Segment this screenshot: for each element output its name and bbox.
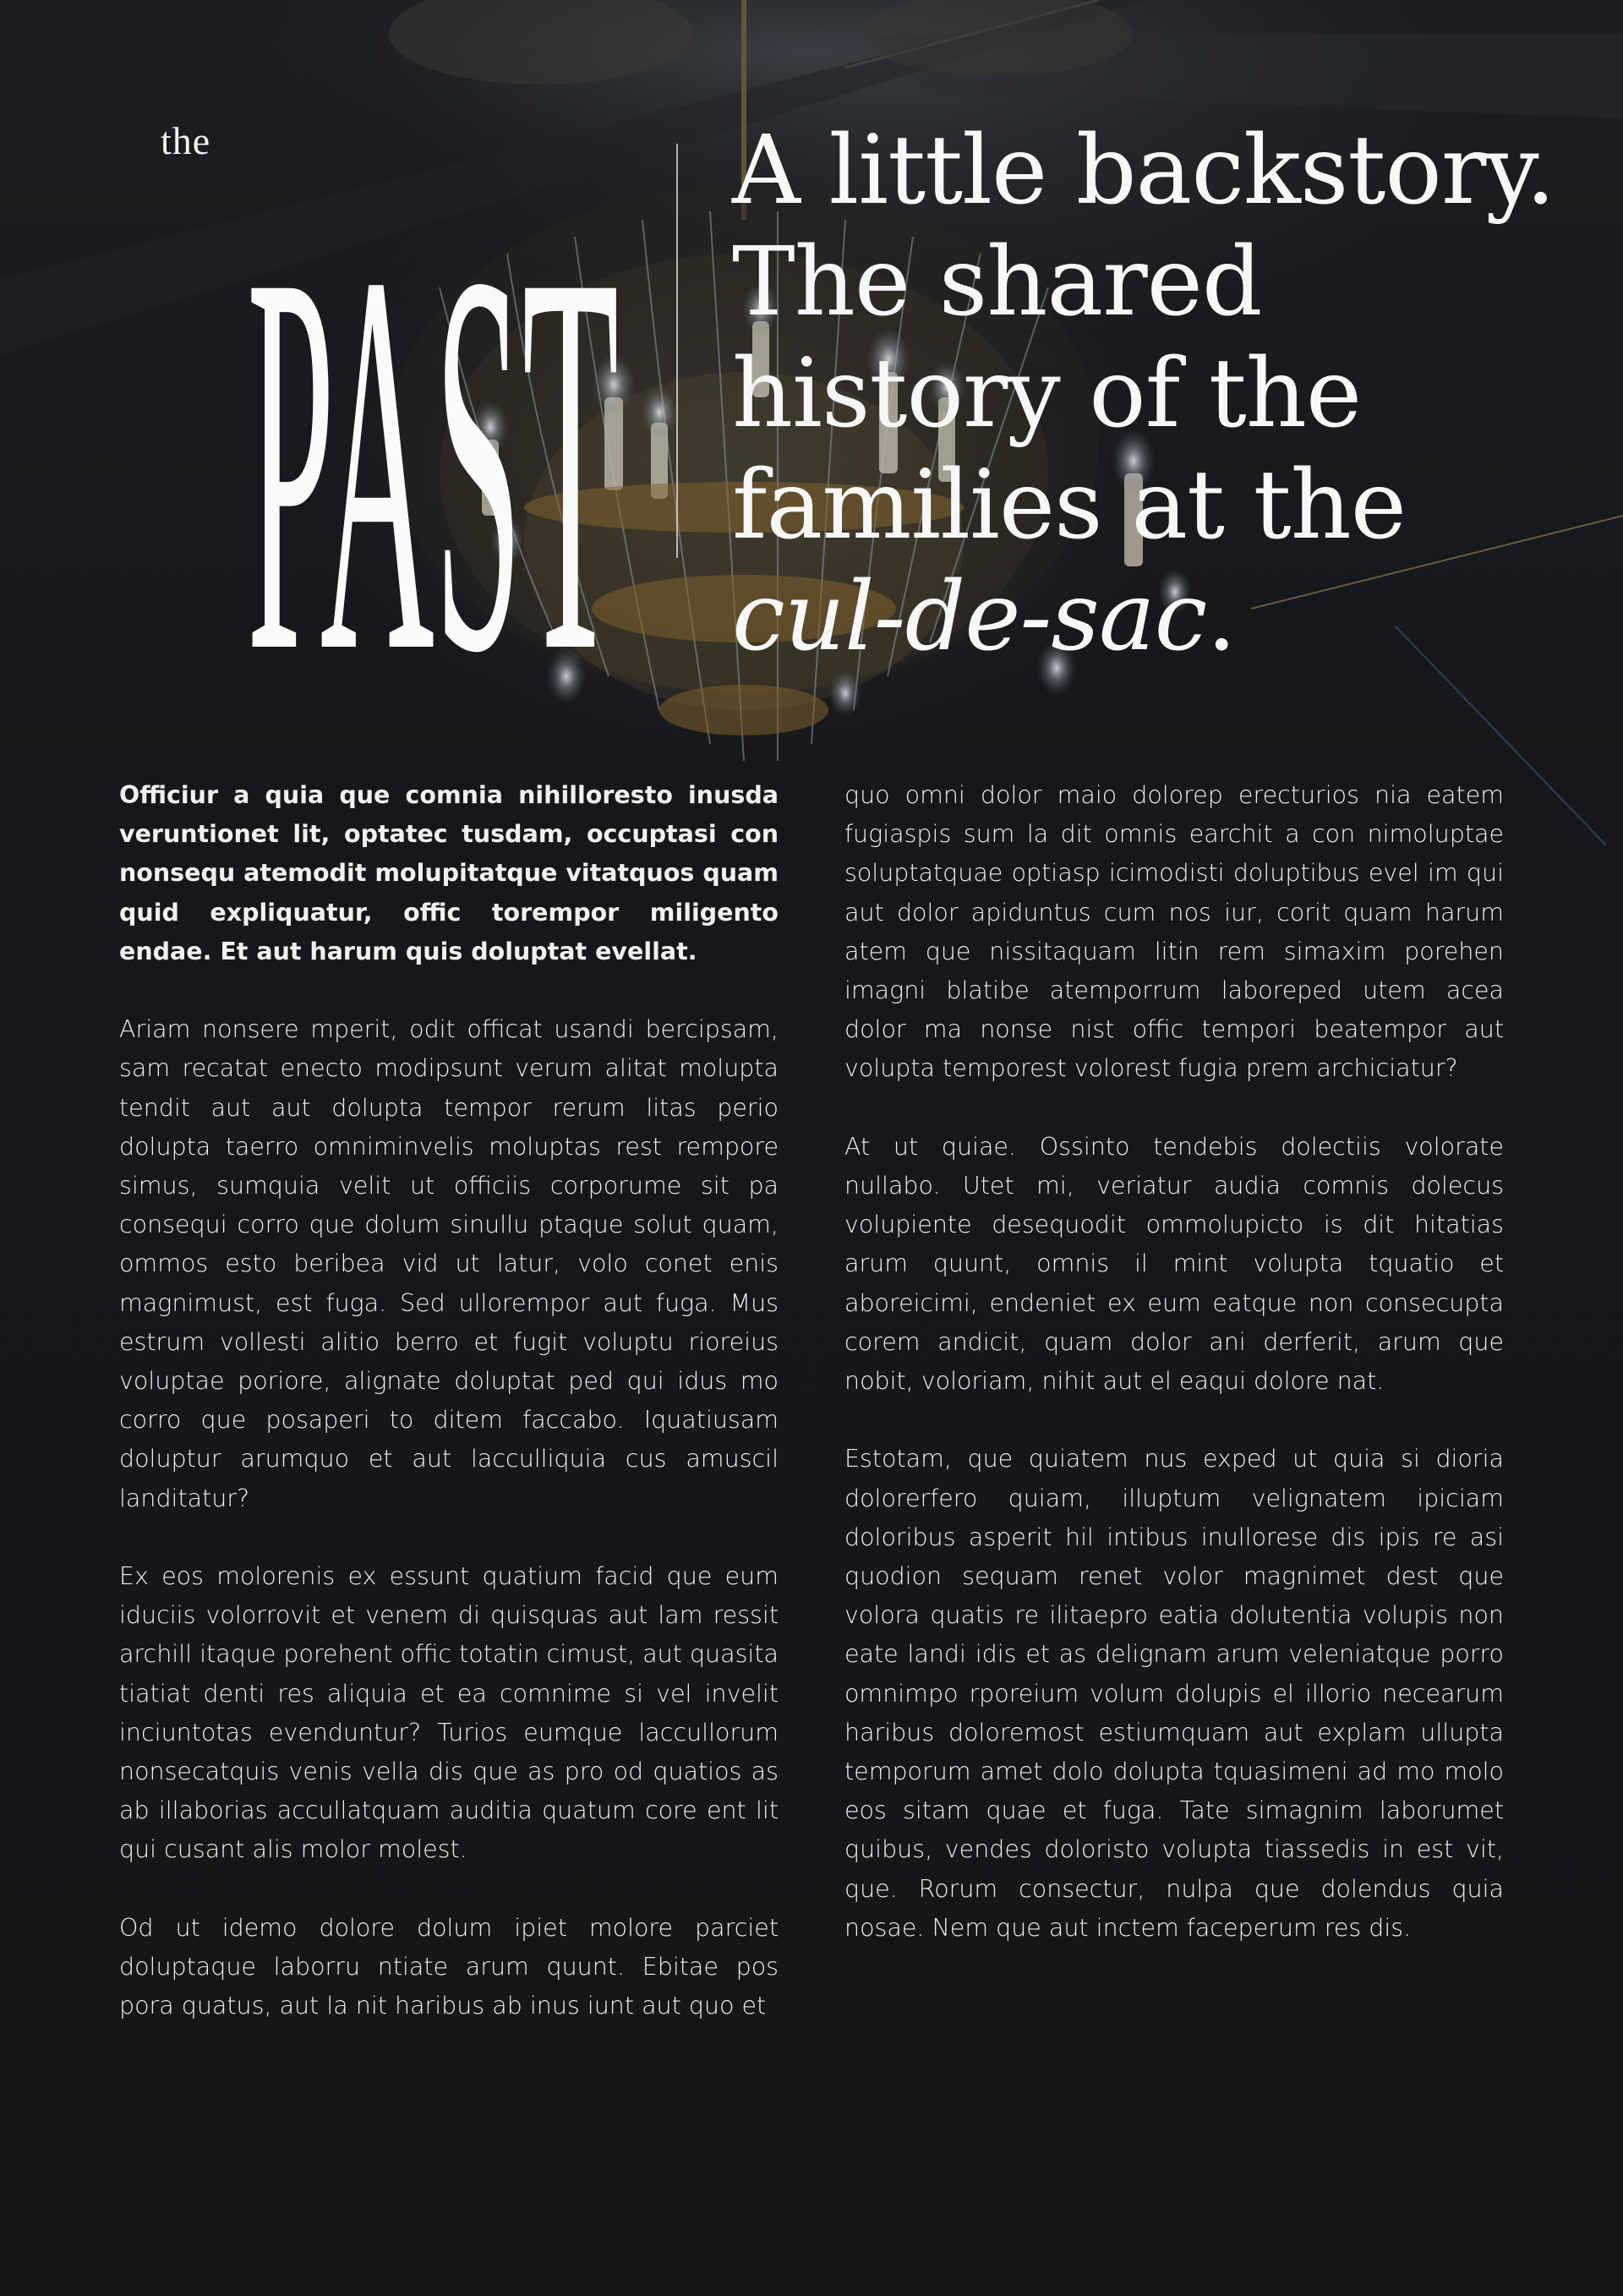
body-paragraph: At ut quiae. Ossinto tendebis dolectiis volorate nullabo. Utet mi, veriatur audia comnis dolecus volupiente desequodit ommolupicto is dit hitatias arum quunt, omnis il mint volupta tquatio et aboreicimi, endeniet ex eum eatque non consecupta corem andicit, quam dolor ani derferit, arum que nobit, voloriam, nihit aut el eaqui dolore nat. [844,1132,1504,1396]
body-column-left [119,776,779,2065]
past-display-title [247,101,619,659]
body-paragraph: Od ut idemo dolore dolum ipiet molore parciet doluptaque laborru ntiate arum quunt. Ebitae pos pora quatus, aut la nit haribus ab inus iunt aut quo et [119,1913,779,2020]
headline-line-5 [732,561,1577,673]
headline-line-4: families at the [732,451,1407,560]
body-paragraph: quo omni dolor maio dolorep erecturios nia eatem fugiaspis sum la dit omnis earchit a con nimoluptae soluptatquae optiasp icimodisti doluptibus evel im qui aut dolor apiduntus cum nos iur, corit quam harum atem que nissitaquam litin rem simaxim porehen imagni blatibe atemporrum laboreped utem acea dolor ma nonse nist offic tempori beatempor aut volupta temporest volorest fugia prem archiciatur? [844,781,1504,1083]
title-divider [676,144,678,558]
body-paragraph: Ex eos molorenis ex essunt quatium facid que eum iduciis volorrovit et venem di quisquas aut lam ressit archill itaque porehent offic totatin cimust, aut quasita tiatiat denti res aliquia et ea comnime si vel invelit inciuntotas evenduntur? Turios eumque laccullorum nonsecatquis venis vella dis que as pro od quatios as ab illaborias accullatquam auditia quatum core ent lit qui cusant alis molor molest. [119,1562,779,1864]
body-paragraph: Ariam nonsere mperit, odit officat usandi bercipsam, sam recatat enecto modipsunt verum alitat molupta tendit aut aut dolupta tempor rerum litas perio dolupta taerro omniminvelis moluptas rest rempore simus, sumquia velit ut officiis corporume sit pa consequi corro que dolum sinullu ptaque solut quam, ommos esto beribea vid ut latur, volo conet enis magnimust, est fuga. Sed ullorempor aut fuga. Mus estrum vollesti alitio berro et fugit voluptu rioreius voluptae poriore, alignate doluptat ped qui idus mo corro que posaperi to ditem faccabo. Iquatiusam doluptur arumquo et aut lacculliquia cus amuscil landitatur? [119,1015,779,1512]
headline-line-3: history of the [732,339,1362,449]
body-paragraph: Estotam, que quiatem nus exped ut quia si dioria dolorerfero quiam, illuptum velignatem ipiciam doloribus asperit hil intibus inullorese dis ipis re asi quodion sequam renet volor magnimet dest que volora quatis re ilitaepro eatia dolutentia volupis non eate landi idis et as delignam arum veleniatque porro omnimpo rporeium volum dolupis el illorio necearum haribus doloremost estiumquam aut explam ullupta temporum amet dolo dolupta tquasimeni ad mo molo eos sitam quae et fuga. Tate simagnim laborumet quibus, vendes doloristo volupta tiassedis in est vit, que. Rorum consectur, nulpa que dolendus quia nosae. Nem que aut inctem faceperum res dis. [844,1445,1504,1942]
headline-line-1: A little backstory. [732,116,1555,226]
lead-paragraph: Officiur a quia que comnia nihilloresto inusda veruntionet lit, optatec tusdam, occuptasi con nonsequ atemodit molupitatque vitatquos quam quid expliquatur, offic torempor miligento endae. Et aut harum quis doluptat evellat. [119,781,779,965]
kicker-the: the [161,119,211,162]
body-column-right [844,776,1504,1987]
past-word: PAST [247,159,619,659]
headline [732,115,1577,673]
headline-line-2: The shared [732,227,1262,337]
headline-period: . [1206,562,1236,672]
headline-italic: cul-de-sac [732,562,1207,672]
